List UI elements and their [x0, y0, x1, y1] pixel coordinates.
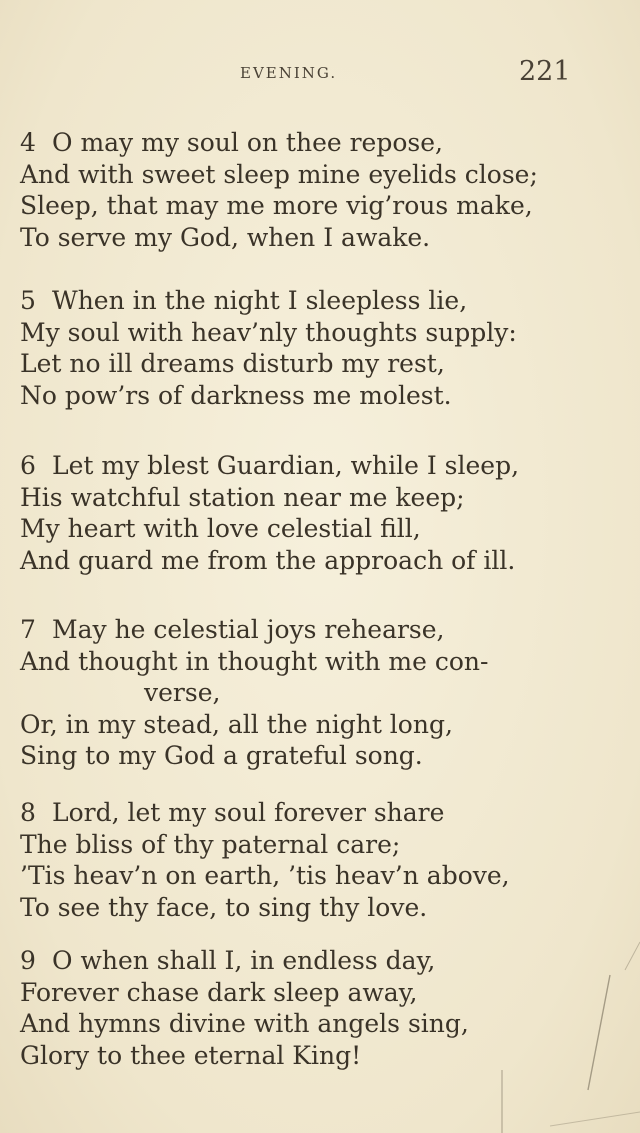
verse-line: Forever chase dark sleep away, — [20, 977, 418, 1007]
stanza-4 — [20, 127, 620, 253]
verse-line: My heart with love celestial fill, — [20, 514, 421, 543]
page-number: 221 — [519, 56, 571, 87]
verse-line: And guard me from the approach of ill. — [20, 545, 516, 575]
page-header — [0, 58, 640, 92]
verse-line: The bliss of thy paternal care; — [20, 829, 401, 859]
verse-line: And with sweet sleep mine eyelids close; — [20, 159, 538, 189]
verse-line-turnover: verse, — [144, 678, 221, 707]
verse-line: And thought in thought with me con- — [20, 646, 489, 676]
verse-line: To see thy face, to sing thy love. — [20, 892, 428, 922]
verse-line: 7 May he celestial joys rehearse, — [20, 615, 445, 644]
verse-line: To serve my God, when I awake. — [20, 222, 431, 252]
running-head: EVENING. — [240, 64, 338, 82]
pencil-marks — [490, 930, 640, 1133]
verse-line: 4 O may my soul on thee repose, — [20, 128, 443, 157]
stanza-number: 4 — [20, 128, 36, 157]
stanza-number: 9 — [20, 946, 36, 975]
verse-line: Sleep, that may me more vig’rous make, — [20, 191, 533, 220]
verse-line: No pow’rs of darkness me molest. — [20, 380, 452, 410]
verse-line: 8 Lord, let my soul forever share — [20, 798, 445, 827]
verse-line: ’Tis heav’n on earth, ’tis heav’n above, — [20, 861, 510, 890]
stanza-number: 8 — [20, 798, 36, 827]
stanza-number: 7 — [20, 615, 36, 644]
stanza-7 — [20, 614, 620, 772]
stanza-5 — [20, 285, 620, 411]
verse-line: 9 O when shall I, in endless day, — [20, 946, 436, 975]
verse-line: Or, in my stead, all the night long, — [20, 709, 453, 739]
verse-line: 5 When in the night I sleepless lie, — [20, 286, 468, 315]
stanza-8 — [20, 797, 620, 923]
verse-line: 6 Let my blest Guardian, while I sleep, — [20, 451, 520, 480]
verse-line: Sing to my God a grateful song. — [20, 741, 423, 770]
stanza-6 — [20, 450, 620, 576]
verse-line: My soul with heav’nly thoughts supply: — [20, 317, 517, 347]
verse-line: Glory to thee eternal King! — [20, 1040, 362, 1070]
verse-line: And hymns divine with angels sing, — [20, 1009, 469, 1038]
verse-line: Let no ill dreams disturb my rest, — [20, 349, 445, 378]
verse-line: His watchful station near me keep; — [20, 482, 465, 512]
stanza-number: 6 — [20, 451, 36, 480]
stanza-number: 5 — [20, 286, 36, 315]
